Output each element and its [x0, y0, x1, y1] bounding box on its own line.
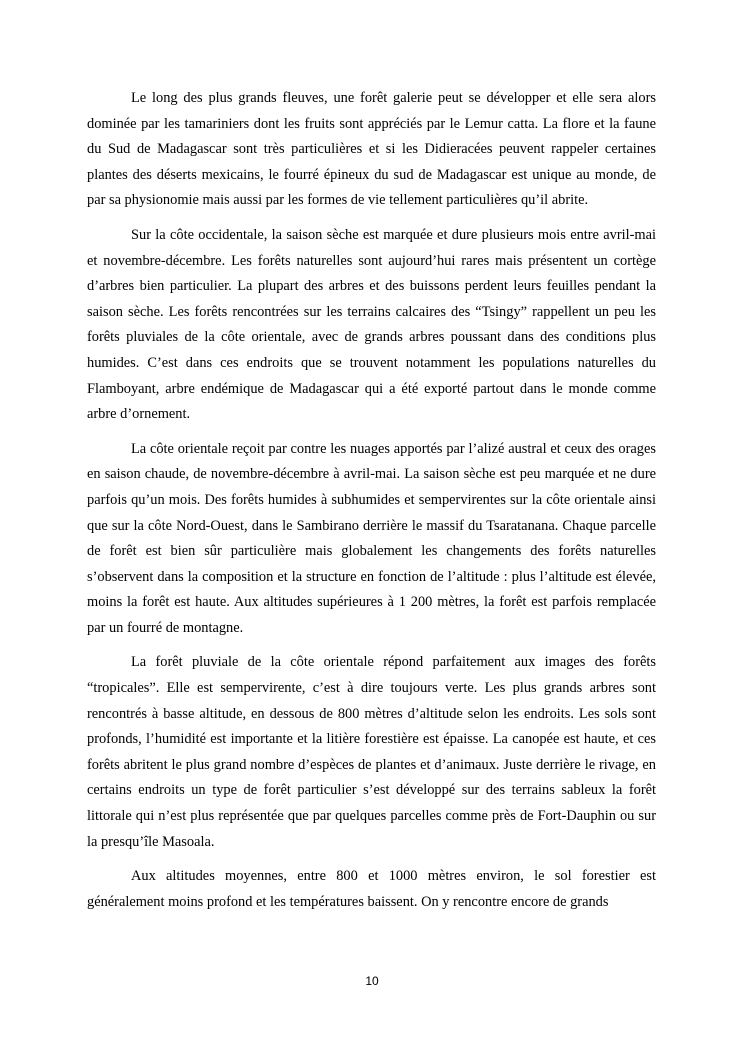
paragraph-west-coast: Sur la côte occidentale, la saison sèche est marquée et dure plusieurs mois entre avril-mai et novembre-décembre. Les forêts naturelles sont aujourd’hui rares mais présentent un cortège d’arbres bien particulier. La plupart des arbres et des buissons perdent leurs feuilles pendant la saison sèche. Les forêts rencontrées sur les terrains calcaires des “Tsingy” rappellent un peu les forêts pluviales de la côte orientale, avec de grands arbres poussant dans des conditions plus humides. C’est dans ces endroits que se trouvent notamment les populations naturelles du Flamboyant, arbre endémique de Madagascar qui a été exporté partout dans le monde comme arbre d’ornement. — [87, 226, 656, 423]
paragraph-gallery-forest: Le long des plus grands fleuves, une forêt galerie peut se développer et elle sera alors dominée par les tamariniers dont les fruits sont appréciés par le Lemur catta. La flore et la faune du Sud de Madagascar sont très particulières et si les Didieracées peuvent rappeler certaines plantes des déserts mexicains, le fourré épineux du sud de Madagascar est unique au monde, de par sa physionomie mais aussi par les formes de vie tellement particulières qu’il abrite. — [87, 90, 656, 209]
body-text — [87, 86, 656, 924]
paragraph-mid-altitudes: Aux altitudes moyennes, entre 800 et 1000 mètres environ, le sol forestier est généralement moins profond et les températures baissent. On y rencontre encore de grands — [87, 868, 656, 910]
paragraph-rainforest: La forêt pluviale de la côte orientale répond parfaitement aux images des forêts “tropicales”. Elle est sempervirente, c’est à dire toujours verte. Les plus grands arbres sont rencontrés à basse altitude, en dessous de 800 mètres d’altitude selon les endroits. Les sols sont profonds, l’humidité est importante et la litière forestière est épaisse. La canopée est haute, et ces forêts abritent le plus grand nombre d’espèces de plantes et d’animaux. Juste derrière le rivage, en certains endroits un type de forêt particulier s’est développé sur des terrains sableux la forêt littorale qui n’est plus représentée que par quelques parcelles comme près de Fort-Dauphin ou sur la presqu’île Masoala. — [87, 654, 656, 850]
paragraph-east-coast: La côte orientale reçoit par contre les nuages apportés par l’alizé austral et ceux des orages en saison chaude, de novembre-décembre à avril-mai. La saison sèche est peu marquée et ne dure parfois qu’un mois. Des forêts humides à subhumides et sempervirentes sur la côte orientale ainsi que sur la côte Nord-Ouest, dans le Sambirano derrière le massif du Tsaratanana. Chaque parcelle de forêt est bien sûr particulière mais globalement les changements des forêts naturelles s’observent dans la composition et la structure en fonction de l’altitude : plus l’altitude est élevée, moins la forêt est haute. Aux altitudes supérieures à 1 200 mètres, la forêt est parfois remplacée par un fourré de montagne. — [87, 440, 656, 636]
page-number: 10 — [365, 974, 379, 988]
